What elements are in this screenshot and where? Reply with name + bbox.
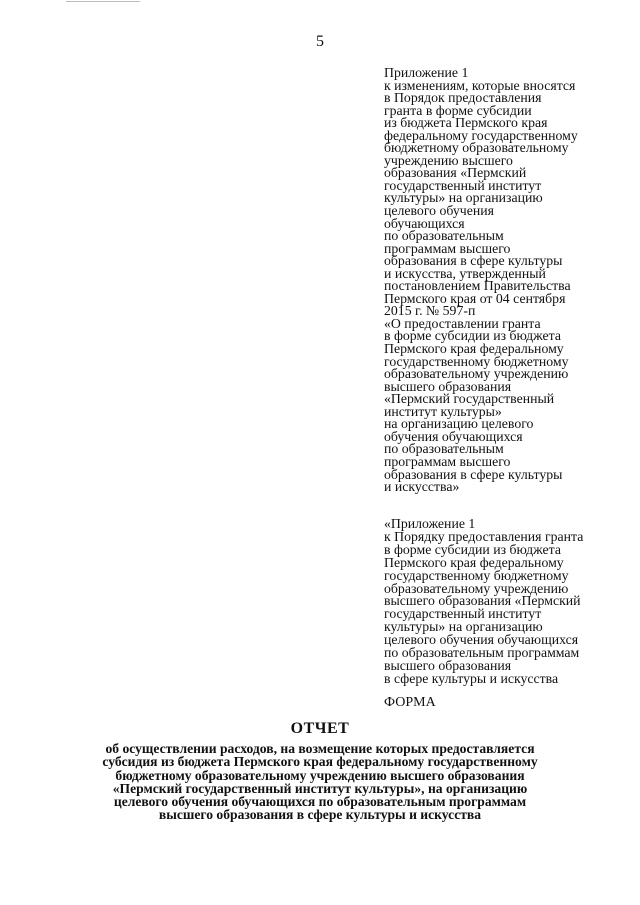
appendix-two-line: целевого обучения обучающихся bbox=[384, 632, 579, 648]
appendix-one-line: 2015 г. № 597-п bbox=[384, 303, 476, 319]
appendix-one-line: государственному бюджетному bbox=[384, 353, 569, 369]
appendix-two-line: к Порядку предоставления гранта bbox=[384, 528, 584, 544]
appendix-two-line: государственный институт bbox=[384, 606, 542, 622]
appendix-one-line: «Пермский государственный bbox=[384, 391, 555, 407]
report-subtitle-line: «Пермский государственный институт культуры», на организацию bbox=[112, 780, 528, 796]
appendix-two-line: в форме субсидии из бюджета bbox=[384, 541, 561, 557]
appendix-one-line: обучающихся bbox=[384, 215, 465, 231]
appendix-two-block bbox=[384, 518, 634, 686]
appendix-two-line: в сфере культуры и искусства bbox=[384, 670, 559, 686]
appendix-one-line: образования в сфере культуры bbox=[384, 253, 563, 269]
appendix-one-line: культуры» на организацию bbox=[384, 190, 543, 206]
appendix-one-line: по образовательным bbox=[384, 228, 504, 244]
appendix-one-line: институт культуры» bbox=[384, 403, 502, 419]
appendix-one-line: и искусства, утвержденный bbox=[384, 265, 546, 281]
page-number: 5 bbox=[316, 33, 324, 50]
appendix-one-line: учреждению высшего bbox=[384, 152, 513, 168]
appendix-one-line: обучения обучающихся bbox=[384, 428, 523, 444]
appendix-one-line: и искусства» bbox=[384, 479, 460, 495]
appendix-one-line: постановлением Правительства bbox=[384, 278, 571, 294]
appendix-one-line: «О предоставлении гранта bbox=[384, 315, 541, 331]
appendix-one-block bbox=[384, 67, 634, 494]
appendix-one-line: федеральному государственному bbox=[384, 127, 578, 143]
form-label: ФОРМА bbox=[384, 695, 436, 710]
appendix-two-line: по образовательным программам bbox=[384, 645, 580, 661]
appendix-one-line: Пермского края от 04 сентября bbox=[384, 290, 566, 306]
appendix-one-line: образования в сфере культуры bbox=[384, 466, 563, 482]
appendix-one-line: целевого обучения bbox=[384, 203, 494, 219]
appendix-one-line: из бюджета Пермского края bbox=[384, 115, 548, 131]
report-subtitle-line: целевого обучения обучающихся по образовательным программам bbox=[113, 794, 527, 810]
appendix-one-line: образования «Пермский bbox=[384, 165, 527, 181]
report-subtitle-line: об осуществлении расходов, на возмещение которых предоставляется bbox=[105, 741, 535, 756]
appendix-one-line: Приложение 1 bbox=[384, 65, 469, 80]
appendix-one-line: высшего образования bbox=[384, 378, 512, 394]
appendix-two-line: высшего образования bbox=[384, 657, 512, 673]
appendix-one-line: в форме субсидии из бюджета bbox=[384, 328, 561, 344]
appendix-one-line: на организацию целевого bbox=[384, 416, 534, 432]
appendix-one-line: образовательному учреждению bbox=[384, 366, 569, 382]
report-subtitle bbox=[40, 742, 600, 822]
appendix-one-line: к изменениям, которые вносятся bbox=[384, 77, 576, 93]
report-title: ОТЧЕТ bbox=[290, 720, 350, 737]
appendix-one-line: программам высшего bbox=[384, 453, 511, 469]
appendix-two-line: Пермского края федеральному bbox=[384, 554, 564, 570]
appendix-one-line: бюджетному образовательному bbox=[384, 140, 569, 156]
appendix-two-line: государственному бюджетному bbox=[384, 567, 569, 583]
scan-edge-line bbox=[66, 1, 140, 2]
appendix-two-line: культуры» на организацию bbox=[384, 619, 543, 635]
report-subtitle-line: высшего образования в сфере культуры и искусства bbox=[158, 807, 482, 823]
appendix-one-line: в Порядок предоставления bbox=[384, 90, 542, 106]
appendix-one-line: программам высшего bbox=[384, 240, 511, 256]
appendix-one-line: гранта в форме субсидии bbox=[384, 102, 532, 118]
appendix-two-line: «Приложение 1 bbox=[384, 516, 476, 531]
appendix-one-line: Пермского края федеральному bbox=[384, 341, 564, 357]
appendix-one-line: по образовательным bbox=[384, 441, 504, 457]
report-subtitle-line: субсидия из бюджета Пермского края федеральному государственному bbox=[102, 754, 538, 770]
appendix-two-line: высшего образования «Пермский bbox=[384, 593, 581, 609]
report-subtitle-line: бюджетному образовательному учреждению высшего образования bbox=[115, 767, 525, 783]
appendix-one-line: государственный институт bbox=[384, 177, 542, 193]
appendix-two-line: образовательному учреждению bbox=[384, 580, 569, 596]
